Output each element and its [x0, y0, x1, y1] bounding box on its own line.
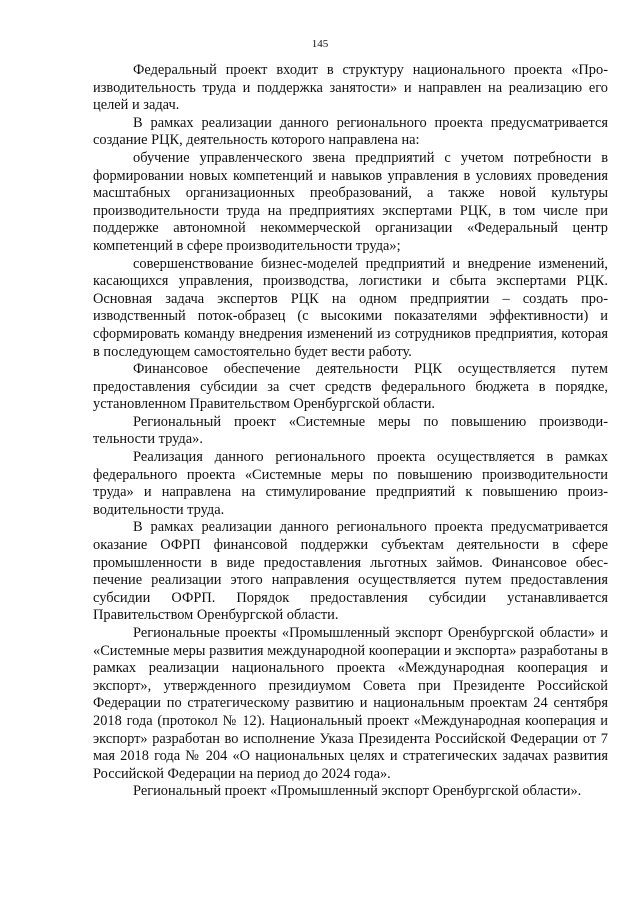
- paragraph-export-projects: Региональные проекты «Промышленный экспорт Оренбургской области» и «Системные меры развития международной кооперации и экспорта» разработаны в рамках реализации национального проекта «Международная кооперация и экспорт», утвержденного президиумом Совета при Президенте Российской Федерации по стратегическому развитию и национальным проектам 24 сентября 2018 года (протокол № 12). Национальный проект «Международная кооперация и экспорт» разработан во исполнение Указа Президента Российской Федерации от 7 мая 2018 года № 204 «О национальных целях и стратегических задачах развития Российской Федерации на период до 2024 года».: [93, 625, 608, 782]
- paragraph-business-models: совершенствование бизнес-моделей предприятий и внедрение изменений, касающихся управления, производства, логистики и сбыта экспертами РЦК. Основная задача экспертов РЦК на одном предприятии – создать производственный поток-образец (с высокими показателями эффективности) и сформировать команду внедрения изменений из сотрудников предприятия, которая в последующем самостоятельно будет вести работу.: [93, 255, 608, 360]
- paragraph-rck-creation: В рамках реализации данного регионального проекта предусматривается создание РЦК, деятельность которого направлена на:: [93, 114, 608, 149]
- paragraph-ofrp-support: В рамках реализации данного регионального проекта предусматривается оказание ОФРП финансовой поддержки субъектам деятельности в сфере промышленности в виде предоставления льготных займов. Финансовое обеспечение реализации этого направления осуществляется путем предоставления субсидии ОФРП. Порядок предоставления субсидии устанавливается Правительством Оренбургской области.: [93, 519, 608, 624]
- paragraph-systemic-measures-implementation: Реализация данного регионального проекта осуществляется в рамках федерального проекта «Системные меры по повышению производительности труда» и направлена на стимулирование предприятий к повышению производительности труда.: [93, 449, 608, 518]
- paragraph-industrial-export: Региональный проект «Промышленный экспорт Оренбургской области».: [133, 783, 582, 800]
- page-number: 145: [311, 38, 329, 50]
- paragraph-rck-funding: Финансовое обеспечение деятельности РЦК осуществляется путем предоставления субсидии за счет средств федерального бюджета в порядке, установленном Правительством Оренбургской области.: [93, 361, 608, 413]
- paragraph-management-training: обучение управленческого звена предприятий с учетом потребности в формировании новых компетенций и навыков управления в условиях проведения масштабных организационных преобразований, а также новой культуры производительности труда на предприятиях экспертами РЦК, в том числе при поддержке автономной некоммерческой организации «Федеральный центр компетенций в сфере производительности труда»;: [93, 149, 608, 254]
- paragraph-federal-project: Федеральный проект входит в структуру национального проекта «Производительность труда и поддержка занятости» и направлен на реализацию его целей и задач.: [93, 62, 608, 114]
- paragraph-systemic-measures-project: Региональный проект «Системные меры по повышению производительности труда».: [93, 413, 608, 448]
- document-body: [93, 62, 608, 801]
